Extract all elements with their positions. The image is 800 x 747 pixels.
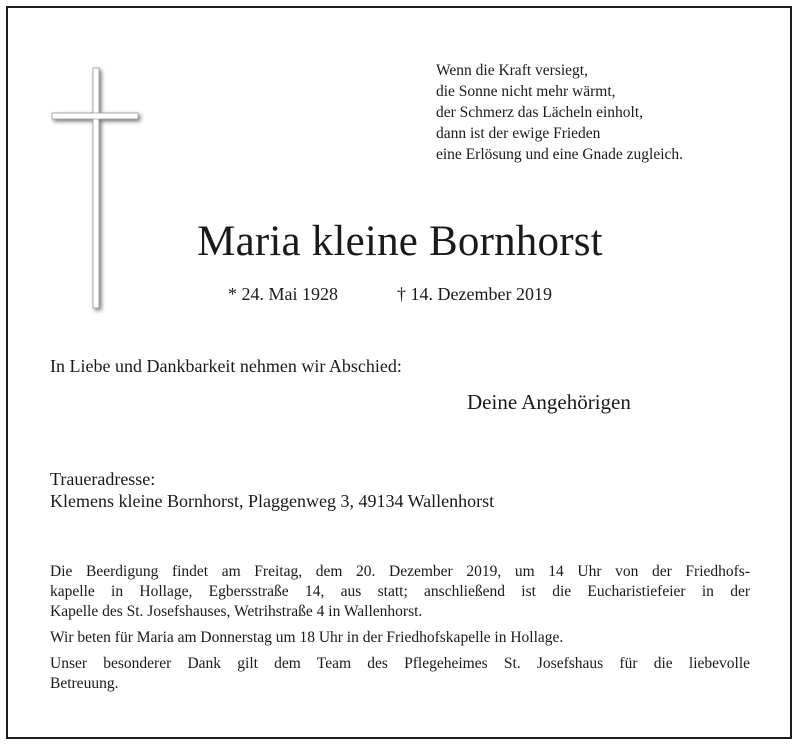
poem-line: der Schmerz das Lächeln einholt, xyxy=(436,104,644,121)
poem-line: Wenn die Kraft versiegt, xyxy=(436,62,588,79)
poem xyxy=(436,60,766,165)
poem-line: die Sonne nicht mehr wärmt, xyxy=(436,83,616,100)
thanks-paragraph xyxy=(50,654,750,694)
prayer-line: Wir beten für Maria am Donnerstag um 18 Uhr in der Friedhofskapelle in Hollage. xyxy=(50,629,564,646)
funeral-line: Kapelle des St. Josefshauses, Wetrihstraße 4 in Wallenhorst. xyxy=(50,603,423,620)
birth-date: * 24. Mai 1928 xyxy=(228,284,338,304)
death-date: † 14. Dezember 2019 xyxy=(397,284,552,304)
farewell-intro: In Liebe und Dankbarkeit nehmen wir Abschied: xyxy=(50,356,402,376)
thanks-line: Betreuung. xyxy=(50,675,119,692)
address-value: Klemens kleine Bornhorst, Plaggenweg 3, 49134 Wallenhorst xyxy=(50,491,495,511)
deceased-name: Maria kleine Bornhorst xyxy=(197,218,603,265)
prayer-paragraph xyxy=(50,628,750,648)
funeral-paragraph xyxy=(50,562,750,622)
address-label: Traueradresse: xyxy=(50,469,156,489)
funeral-line: kapelle in Hollage, Egbersstraße 14, aus statt; anschließend ist die Eucharistiefeier in der xyxy=(50,583,750,600)
poem-line: eine Erlösung und eine Gnade zugleich. xyxy=(436,146,684,163)
signature: Deine Angehörigen xyxy=(467,390,631,414)
funeral-info xyxy=(50,562,750,700)
cross-icon xyxy=(48,64,144,314)
funeral-line: Die Beerdigung findet am Freitag, dem 20. Dezember 2019, um 14 Uhr von der Friedhofs- xyxy=(50,563,750,580)
poem-line: dann ist der ewige Frieden xyxy=(436,125,601,142)
thanks-line: Unser besonderer Dank gilt dem Team des Pflegeheimes St. Josefshaus für die liebevolle xyxy=(50,655,750,672)
